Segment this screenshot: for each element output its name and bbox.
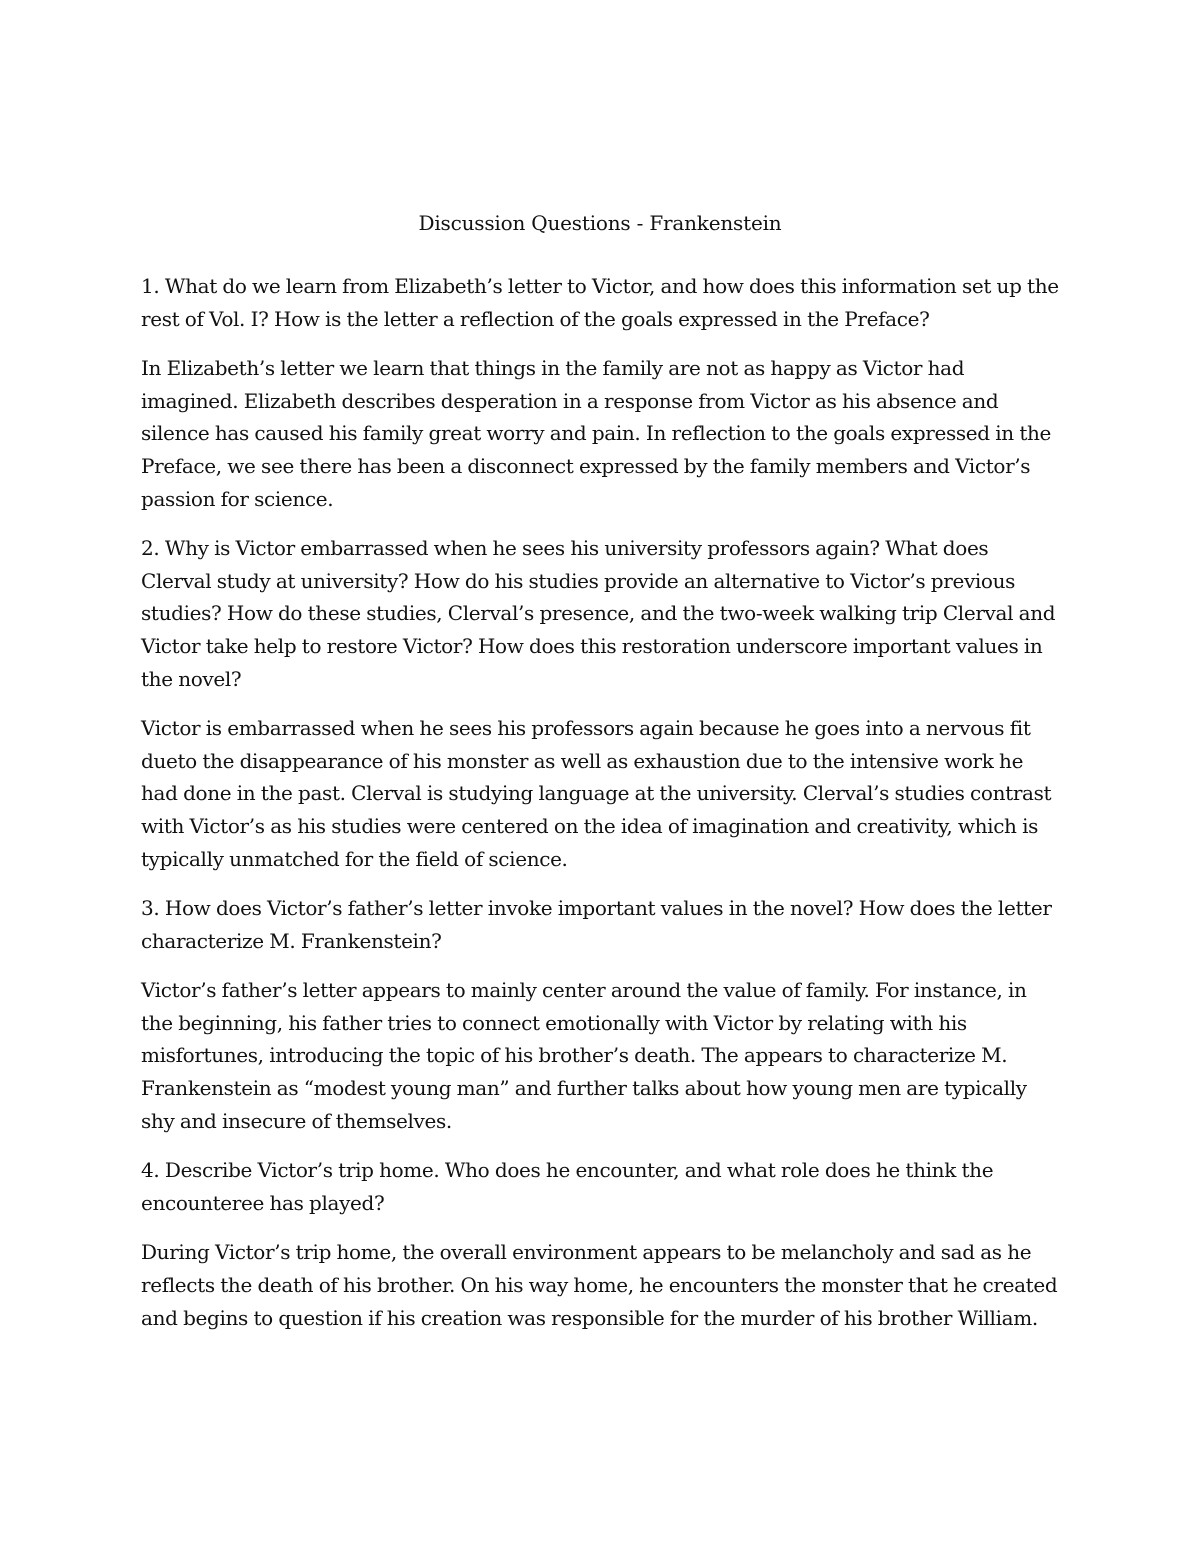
- question-1: 1. What do we learn from Elizabeth’s letter to Victor, and how does this information set up the rest of Vol. I? How is the letter a reflection of the goals expressed in the Preface?: [141, 274, 1059, 331]
- answer-1: In Elizabeth’s letter we learn that things in the family are not as happy as Victor had imagined. Elizabeth describes desperation in a response from Victor as his absence and silence has caused his family great worry and pain. In reflection to the goals expressed in the Preface, we see there has been a disconnect expressed by the family members and Victor’s passion for science.: [141, 356, 1052, 511]
- answer-4: During Victor’s trip home, the overall environment appears to be melancholy and sad as he reflects the death of his brother. On his way home, he encounters the monster that he created and begins to question if his creation was responsible for the murder of his brother William.: [141, 1240, 1058, 1330]
- document-body: [141, 270, 1061, 1351]
- question-4: 4. Describe Victor’s trip home. Who does he encounter, and what role does he think the encounteree has played?: [141, 1158, 994, 1215]
- question-2: 2. Why is Victor embarrassed when he sees his university professors again? What does Clerval study at university? How do his studies provide an alternative to Victor’s previous studies? How do these studies, Clerval’s presence, and the two-week walking trip Clerval and Victor take help to restore Victor? How does this restoration underscore important values in the novel?: [141, 536, 1056, 691]
- document-title: Discussion Questions - Frankenstein: [418, 211, 782, 235]
- question-3: 3. How does Victor’s father’s letter invoke important values in the novel? How does the letter characterize M. Frankenstein?: [141, 896, 1052, 953]
- answer-2: Victor is embarrassed when he sees his professors again because he goes into a nervous fit dueto the disappearance of his monster as well as exhaustion due to the intensive work he had done in the past. Clerval is studying language at the university. Clerval’s studies contrast with Victor’s as his studies were centered on the idea of imagination and creativity, which is typically unmatched for the field of science.: [141, 716, 1052, 871]
- answer-3: Victor’s father’s letter appears to mainly center around the value of family. For instance, in the beginning, his father tries to connect emotionally with Victor by relating with his misfortunes, introducing the topic of his brother’s death. The appears to characterize M. Frankenstein as “modest young man” and further talks about how young men are typically shy and insecure of themselves.: [141, 978, 1027, 1133]
